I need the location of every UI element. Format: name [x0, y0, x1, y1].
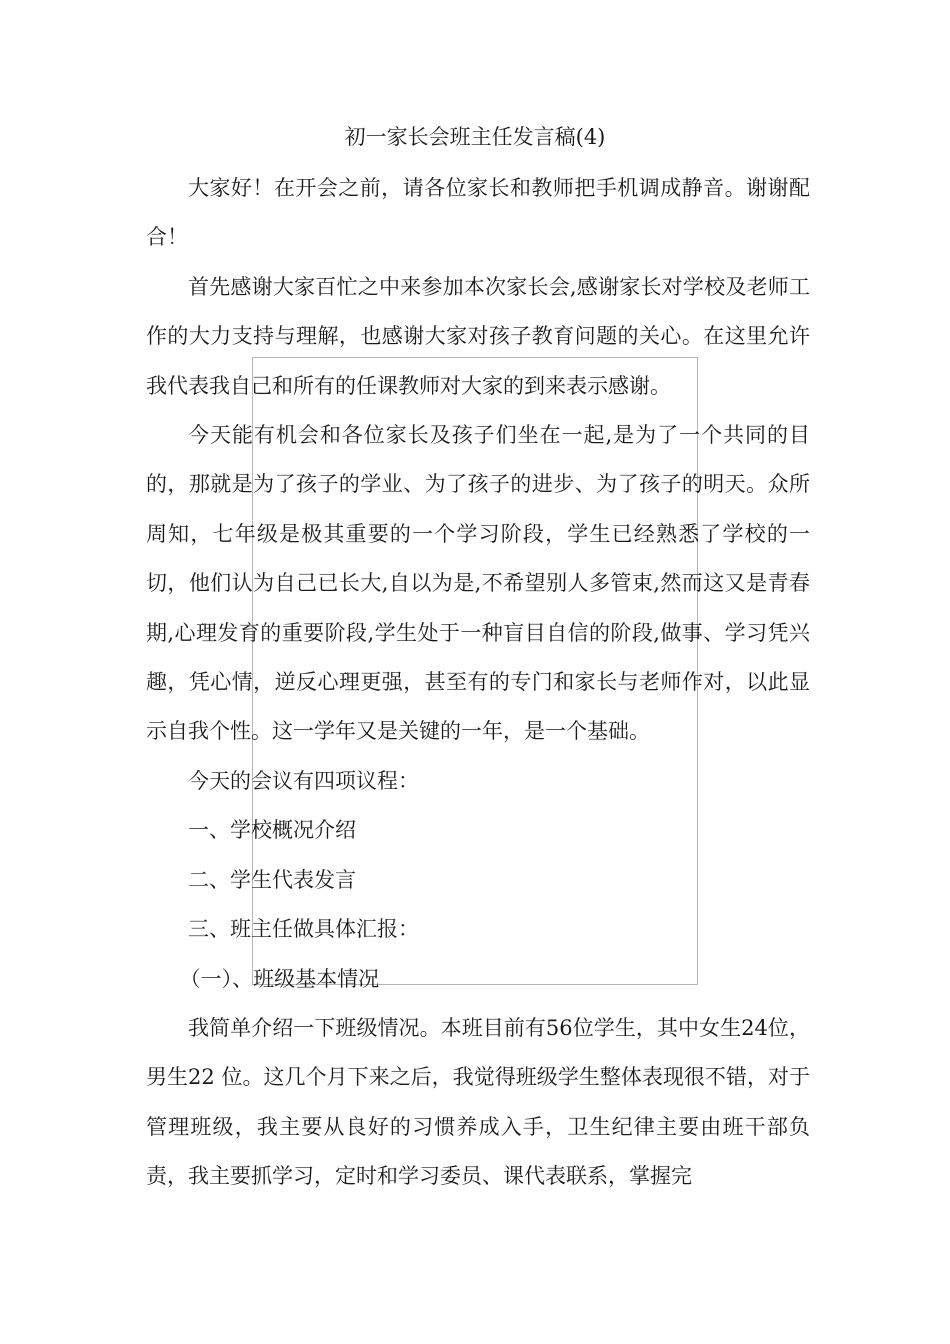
paragraph-thanks: 首先感谢大家百忙之中来参加本次家长会,感谢家长对学校及老师工作的大力支持与理解，也感谢大家对孩子教育问题的关心。在这里允许我代表我自己和所有的任课教师对大家的到来表示感谢。 [146, 274, 810, 398]
paragraph-greeting: 大家好！在开会之前，请各位家长和教师把手机调成静音。谢谢配合！ [146, 176, 810, 250]
subsection-heading: （一）、班级基本情况 [179, 966, 380, 991]
paragraph-agenda-intro: 今天的会议有四项议程： [188, 768, 419, 793]
agenda-item-3: 三、班主任做具体汇报： [188, 917, 419, 942]
agenda-item-1: 一、学校概况介绍 [188, 818, 356, 843]
agenda-item-2: 二、学生代表发言 [188, 867, 356, 892]
paragraph-purpose: 今天能有机会和各位家长及孩子们坐在一起,是为了一个共同的目的，那就是为了孩子的学业、为了孩子的进步、为了孩子的明天。众所周知，七年级是极其重要的一个学习阶段，学生已经熟悉了学校的一切，他们认为自己已长大,自以为是,不希望别人多管束,然而这又是青春期,心理发育的重要阶段,学生处于一种盲目自信的阶段,做事、学习凭兴趣，凭心情，逆反心理更强，甚至有的专门和家长与老师作对，以此显示自我个性。这一学年又是关键的一年，是一个基础。 [146, 423, 810, 744]
paragraph-class-info: 我简单介绍一下班级情况。本班目前有56位学生，其中女生24位，男生22 位。这几个月下来之后，我觉得班级学生整体表现很不错，对于管理班级，我主要从良好的习惯养成入手，卫生纪律主要由班干部负责，我主要抓学习，定时和学习委员、课代表联系，掌握完 [146, 1015, 810, 1189]
document-body [146, 164, 810, 1202]
document-title: 初一家长会班主任发言稿(4) [344, 125, 606, 149]
